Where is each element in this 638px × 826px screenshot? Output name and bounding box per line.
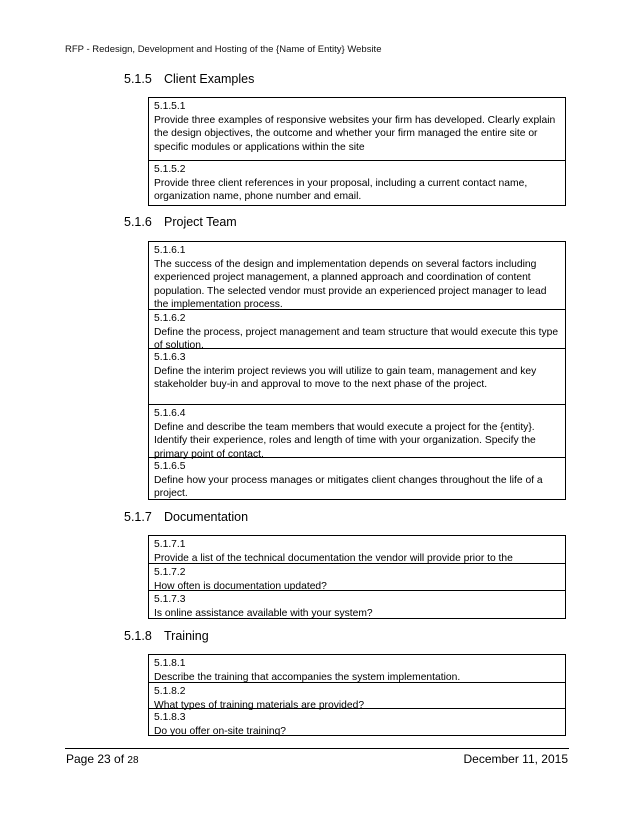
requirement-text: Is online assistance available with your system? xyxy=(154,607,373,619)
table-row xyxy=(149,457,565,499)
table-row xyxy=(149,655,565,682)
requirement-text: Define and describe the team members that would execute a project for the {entity}. Identify their experience, roles and length of time with your organization. Specify the primary point of contact. xyxy=(154,421,536,460)
section-heading xyxy=(124,510,248,524)
requirement-text: Define how your process manages or mitigates client changes throughout the life of a project. xyxy=(154,474,543,500)
requirement-id: 5.1.6.1 xyxy=(154,245,186,256)
page-header: RFP - Redesign, Development and Hosting of the {Name of Entity} Website xyxy=(65,44,382,55)
footer-divider xyxy=(65,748,569,749)
section-heading xyxy=(124,629,209,643)
requirement-id: 5.1.8.3 xyxy=(154,712,186,723)
table-row xyxy=(149,536,565,563)
footer-date: December 11, 2015 xyxy=(463,752,568,766)
requirement-text: Do you offer on-site training? xyxy=(154,725,287,737)
table-row xyxy=(149,563,565,590)
requirement-text: What types of training materials are provided? xyxy=(154,699,365,711)
requirement-text: Provide a list of the technical documentation the vendor will provide prior to the xyxy=(154,552,513,563)
table-row xyxy=(149,682,565,711)
table-row xyxy=(149,242,565,309)
requirement-text: Define the process, project management and team structure that would execute this type of solution. xyxy=(154,326,559,352)
requirement-id: 5.1.5.2 xyxy=(154,164,186,175)
requirements-table xyxy=(148,535,566,619)
table-row xyxy=(149,160,565,205)
section-number: 5.1.6 xyxy=(124,215,152,229)
requirement-id: 5.1.7.3 xyxy=(154,594,186,605)
page-total: 28 xyxy=(127,755,139,766)
requirement-text: Describe the training that accompanies the system implementation. xyxy=(154,671,461,683)
requirement-id: 5.1.6.2 xyxy=(154,313,186,324)
requirement-id: 5.1.8.1 xyxy=(154,658,186,669)
requirements-table xyxy=(148,241,566,500)
table-row xyxy=(149,708,565,735)
table-row xyxy=(149,348,565,404)
section-title: Documentation xyxy=(164,510,249,524)
section-number: 5.1.8 xyxy=(124,629,152,643)
requirement-text: Define the interim project reviews you will utilize to gain team, management and key stakeholder buy-in and approval to move to the next phase of the project. xyxy=(154,365,537,391)
section-number: 5.1.7 xyxy=(124,510,152,524)
section-number: 5.1.5 xyxy=(124,72,152,86)
section-title: Training xyxy=(164,629,209,643)
requirement-text: How often is documentation updated? xyxy=(154,580,327,592)
requirement-id: 5.1.5.1 xyxy=(154,101,186,112)
requirement-id: 5.1.6.4 xyxy=(154,408,186,419)
section-title: Project Team xyxy=(164,215,237,229)
requirement-id: 5.1.6.3 xyxy=(154,352,186,363)
table-row xyxy=(149,98,565,160)
requirement-text: Provide three examples of responsive websites your firm has developed. Clearly explain the design objectives, the outcome and whether your firm managed the entire site or specific modules or applications within the site xyxy=(154,114,556,153)
requirement-id: 5.1.6.5 xyxy=(154,461,186,472)
page-number xyxy=(66,752,139,766)
requirements-table xyxy=(148,97,566,206)
requirement-text: The success of the design and implementation depends on several factors including experienced project management, a planned approach and coordination of content population. The selected vendor must provide an experienced project manager to lead the implementation process. xyxy=(154,258,547,311)
requirement-text: Provide three client references in your proposal, including a current contact name, organization name, phone number and email. xyxy=(154,177,528,203)
table-row xyxy=(149,590,565,618)
page-label: Page 23 of xyxy=(66,752,128,766)
section-heading xyxy=(124,215,237,229)
section-heading xyxy=(124,72,254,86)
requirement-id: 5.1.7.1 xyxy=(154,539,186,550)
section-title: Client Examples xyxy=(164,72,255,86)
table-row xyxy=(149,404,565,460)
requirements-table xyxy=(148,654,566,736)
requirement-id: 5.1.7.2 xyxy=(154,567,186,578)
table-row xyxy=(149,309,565,352)
requirement-id: 5.1.8.2 xyxy=(154,686,186,697)
